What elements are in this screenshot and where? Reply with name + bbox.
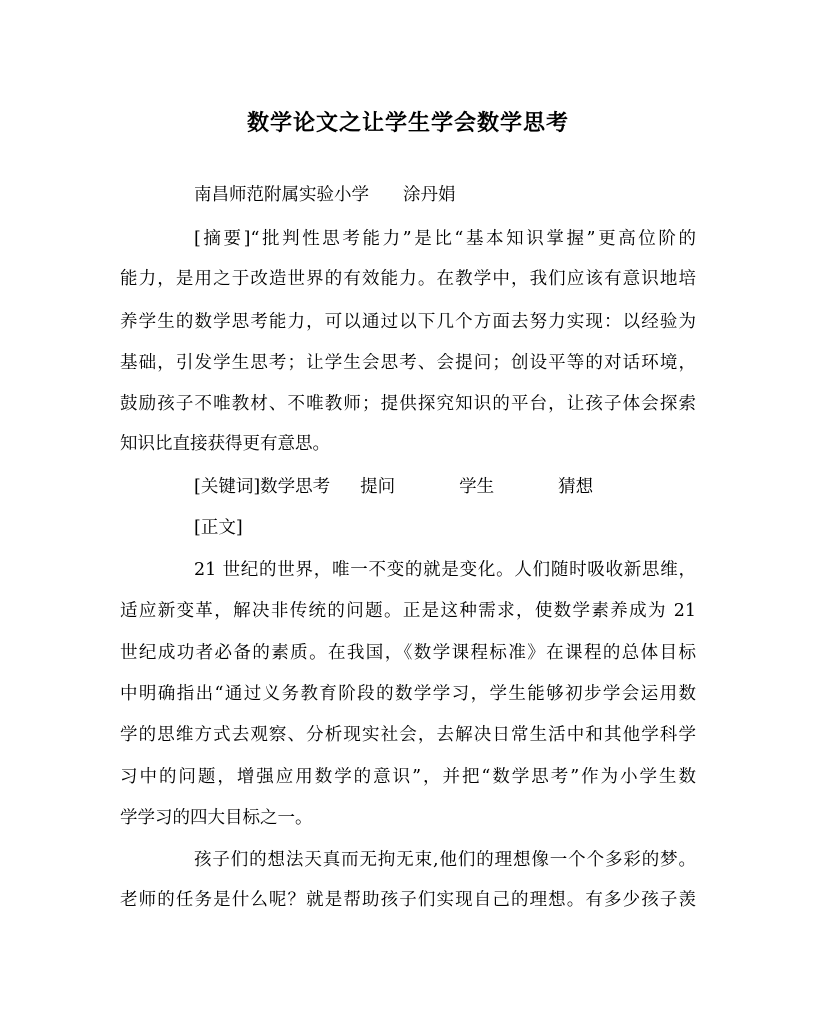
author-name: 涂丹娟 xyxy=(403,185,456,205)
body-line: 孩子们的想法天真而无拘无束,他们的理想像一个个多彩的梦。 xyxy=(194,850,696,870)
document-title: 数学论文之让学生学会数学思考 xyxy=(246,110,569,136)
body-line: 学学习的四大目标之一。 xyxy=(120,808,313,828)
body-line: 适应新变革，解决非传统的问题。正是这种需求，使数学素养成为 21 xyxy=(120,601,696,621)
abstract-line: 基础，引发学生思考；让学生会思考、会提问；创设平等的对话环境， xyxy=(120,353,696,373)
abstract-line: 知识比直接获得更有意思。 xyxy=(120,434,330,454)
keywords-label: [关键词]数学思考 xyxy=(194,477,331,497)
body-line: 21 世纪的世界，唯一不变的就是变化。人们随时吸收新思维， xyxy=(194,560,696,580)
author-school: 南昌师范附属实验小学 xyxy=(194,185,369,205)
keyword: 提问 xyxy=(360,477,396,497)
abstract-line: 鼓励孩子不唯教材、不唯教师；提供探究知识的平台，让孩子体会探索 xyxy=(120,394,696,414)
body-line: 老师的任务是什么呢？就是帮助孩子们实现自己的理想。有多少孩子羡 xyxy=(120,890,696,910)
abstract-line: 能力，是用之于改造世界的有效能力。在教学中，我们应该有意识地培 xyxy=(120,269,696,289)
body-line: 中明确指出“通过义务教育阶段的数学学习，学生能够初步学会运用数 xyxy=(120,684,696,704)
body-heading: [正文] xyxy=(194,518,243,538)
abstract-line: [摘要]“批判性思考能力”是比“基本知识掌握”更高位阶的 xyxy=(194,229,696,249)
author-line xyxy=(194,183,456,207)
keyword: 猜想 xyxy=(558,477,594,497)
body-line: 学的思维方式去观察、分析现实社会，去解决日常生活中和其他学科学 xyxy=(120,725,696,745)
keyword: 学生 xyxy=(459,477,495,497)
keywords-line xyxy=(194,475,593,499)
body-line: 习中的问题，增强应用数学的意识”，并把“数学思考”作为小学生数 xyxy=(120,767,696,787)
abstract-line: 养学生的数学思考能力，可以通过以下几个方面去努力实现：以经验为 xyxy=(120,312,696,332)
body-line: 世纪成功者必备的素质。在我国，《数学课程标准》在课程的总体目标 xyxy=(120,643,696,663)
